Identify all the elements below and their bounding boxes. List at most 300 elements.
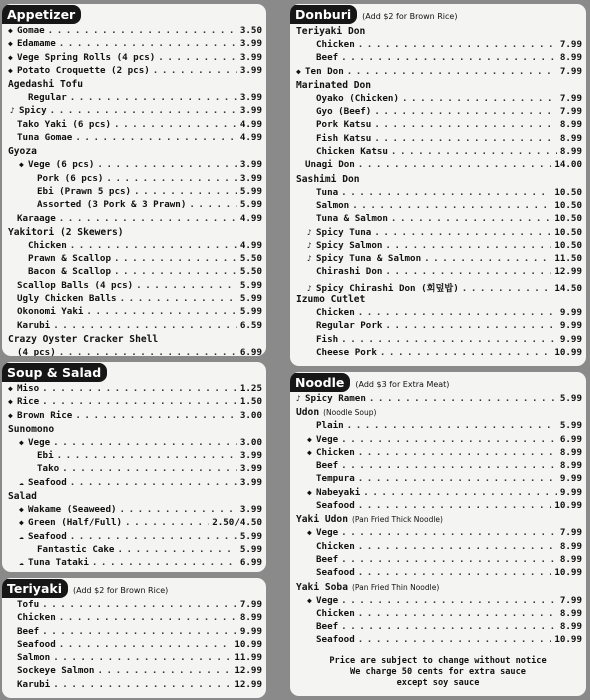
item-name: Chicken	[316, 446, 355, 458]
dot-leader	[134, 186, 237, 197]
dot-leader	[86, 306, 236, 317]
dot-leader	[374, 119, 557, 130]
item-price: 10.99	[554, 346, 582, 358]
item-name: Gomae	[17, 25, 45, 36]
item-price: 10.99	[554, 500, 582, 512]
teriyaki-header	[2, 578, 266, 598]
menu-group-heading	[296, 406, 582, 420]
menu-item	[296, 527, 582, 540]
menu-item	[8, 38, 262, 51]
item-name: Vege	[28, 436, 51, 448]
vegetarian-icon: ◆	[8, 384, 13, 393]
group-note: (Pan Fried Thick Noodle)	[351, 515, 443, 525]
menu-item	[8, 173, 262, 186]
teriyaki-list	[2, 598, 266, 692]
dot-leader	[363, 487, 557, 498]
dot-leader	[341, 52, 557, 63]
noodle-header	[290, 372, 586, 392]
menu-item	[8, 396, 262, 409]
item-price: 9.99	[559, 486, 582, 498]
menu-item	[8, 280, 262, 293]
menu-item	[8, 517, 262, 530]
menu-item	[8, 450, 262, 463]
appetizer-list	[2, 24, 266, 356]
menu-item	[8, 159, 262, 172]
item-price: 5.99	[559, 420, 582, 432]
dot-leader	[136, 280, 237, 291]
menu-item	[8, 320, 262, 333]
dot-leader	[374, 227, 551, 238]
menu-item	[8, 186, 262, 199]
item-name: Ebi	[37, 450, 54, 462]
item-price: 5.99	[559, 393, 582, 404]
item-name: Pork Katsu	[316, 119, 372, 131]
group-label: Agedashi Tofu	[8, 79, 84, 91]
dot-leader	[50, 105, 237, 116]
item-name: Tuna	[316, 186, 339, 198]
item-name: Cheese Pork	[316, 346, 377, 358]
dot-leader	[341, 595, 557, 606]
dot-leader	[120, 293, 237, 304]
item-name: Brown Rice	[17, 409, 73, 421]
menu-item	[8, 306, 262, 319]
menu-item	[8, 92, 262, 105]
menu-item	[296, 500, 582, 513]
soup-salad-list	[2, 382, 266, 571]
item-name: Unagi Don	[305, 159, 355, 171]
item-price: 3.99	[239, 450, 262, 462]
dot-leader	[158, 52, 237, 63]
item-name: Ugly Chicken Balls	[17, 293, 117, 305]
item-name: Potato Croquette (2 pcs)	[17, 64, 150, 76]
dot-leader	[358, 473, 557, 484]
dot-leader	[374, 133, 557, 144]
dot-leader	[53, 652, 231, 663]
item-price: 10.50	[554, 186, 582, 198]
item-price: 7.99	[559, 106, 582, 118]
item-price: 9.99	[239, 625, 262, 637]
item-price: 10.99	[554, 634, 582, 646]
menu-item	[8, 347, 262, 356]
dot-leader	[70, 477, 237, 488]
dot-leader	[358, 159, 552, 170]
menu-item	[8, 612, 262, 625]
item-price: 5.99	[239, 530, 262, 542]
price-notice-line: Price are subject to change without notice	[329, 655, 547, 666]
dot-leader	[59, 639, 232, 650]
item-name: Spicy Ramen	[305, 393, 366, 404]
menu-item	[8, 105, 262, 118]
teriyaki-panel	[2, 578, 266, 698]
item-name: Green (Half/Full)	[28, 517, 123, 529]
dot-leader	[358, 608, 557, 619]
menu-item	[296, 159, 582, 172]
noodle-panel	[290, 372, 586, 696]
menu-item	[8, 240, 262, 253]
item-name: Rice	[17, 396, 40, 408]
item-name: Okonomi Yaki	[17, 306, 84, 318]
item-price: 8.99	[559, 119, 582, 131]
menu-item	[8, 65, 262, 78]
menu-item	[296, 634, 582, 647]
menu-item	[296, 280, 582, 293]
dot-leader	[42, 599, 237, 610]
item-name: Gyo (Beef)	[316, 106, 372, 118]
vegetarian-icon: ◆	[19, 505, 24, 515]
item-price: 10.50	[554, 213, 582, 225]
item-name: Edamame	[17, 38, 56, 50]
noodle-list	[290, 392, 586, 648]
item-name: Oyako (Chicken)	[316, 92, 399, 104]
item-price: 5.99	[239, 199, 262, 211]
item-price: 9.99	[559, 320, 582, 332]
item-price: 8.99	[559, 446, 582, 458]
donburi-panel	[290, 4, 586, 366]
item-name: Bacon & Scallop	[28, 266, 111, 278]
dot-leader	[106, 173, 236, 184]
menu-item	[296, 334, 582, 347]
item-name: Chicken	[28, 239, 67, 251]
dot-leader	[352, 200, 551, 211]
spicy-icon: ♪	[307, 227, 312, 237]
item-price: 3.99	[239, 504, 262, 516]
group-label: Marinated Don	[296, 79, 372, 91]
item-price: 4.99	[239, 132, 262, 144]
menu-item	[296, 200, 582, 213]
menu-item	[8, 626, 262, 639]
dot-leader	[70, 531, 237, 542]
group-label: Salad	[8, 491, 37, 503]
menu-item	[296, 393, 582, 406]
menu-group-heading	[8, 490, 262, 504]
item-name: Regular Pork	[316, 320, 383, 332]
vegetarian-icon: ◆	[19, 518, 24, 528]
donburi-list	[290, 24, 586, 360]
dot-leader	[53, 437, 237, 448]
item-price: 5.99	[239, 279, 262, 291]
dot-leader	[341, 187, 551, 198]
dot-leader	[391, 146, 557, 157]
item-name: Beef	[316, 553, 339, 565]
item-price: 3.50	[239, 25, 262, 36]
dot-leader	[341, 554, 557, 565]
item-name: Fantastic Cake	[37, 543, 115, 555]
item-price: 11.50	[554, 253, 582, 265]
item-name: Prawn & Scallop	[28, 253, 111, 265]
item-price: 7.99	[559, 527, 582, 539]
item-price: 8.99	[559, 540, 582, 552]
menu-item	[8, 477, 262, 490]
item-name: Chirashi Don	[316, 266, 383, 278]
menu-item	[8, 253, 262, 266]
item-price: 5.50	[239, 266, 262, 278]
soup-salad-panel	[2, 362, 266, 572]
menu-group-heading	[8, 145, 262, 159]
menu-group-heading	[296, 173, 582, 187]
menu-group-heading	[296, 79, 582, 93]
item-price: 11.99	[234, 652, 262, 664]
dot-leader	[341, 621, 557, 632]
dot-leader	[57, 450, 237, 461]
menu-item	[296, 240, 582, 253]
item-name: Beef	[316, 52, 339, 64]
menu-item	[8, 463, 262, 476]
item-name: Assorted (3 Pork & 3 Prawn)	[37, 199, 187, 211]
item-name: Vege Spring Rolls (4 pcs)	[17, 51, 156, 63]
item-price: 5.99	[239, 306, 262, 318]
menu-item	[8, 383, 262, 396]
menu-item	[8, 679, 262, 692]
dot-leader	[347, 420, 557, 431]
dot-leader	[402, 93, 557, 104]
menu-item	[296, 541, 582, 554]
item-name: Seafood	[316, 567, 355, 579]
item-price: 7.99	[559, 65, 582, 77]
menu-group-heading	[296, 25, 582, 39]
item-price: 10.50	[554, 199, 582, 211]
dot-leader	[62, 463, 237, 474]
item-price: 6.99	[239, 346, 262, 356]
dot-leader	[75, 410, 237, 421]
dot-leader	[358, 447, 557, 458]
item-name: Salmon	[17, 652, 51, 664]
vegetarian-icon: ◆	[307, 595, 312, 605]
group-label: Teriyaki Don	[296, 26, 366, 37]
menu-item	[8, 665, 262, 678]
dot-leader	[117, 544, 236, 555]
item-name: Ten Don	[305, 65, 344, 77]
menu-group-heading	[296, 293, 582, 307]
item-name: Spicy Tuna & Salmon	[316, 253, 422, 265]
dot-leader	[341, 434, 557, 445]
dot-leader	[59, 38, 237, 49]
item-price: 3.99	[239, 463, 262, 475]
item-name: (4 pcs)	[17, 346, 56, 356]
raw-fish-icon: ☁	[19, 558, 24, 568]
menu-item	[8, 293, 262, 306]
menu-item	[296, 420, 582, 433]
item-name: Beef	[316, 460, 339, 472]
menu-item	[8, 639, 262, 652]
vegetarian-icon: ◆	[19, 437, 24, 447]
item-name: Beef	[316, 621, 339, 633]
dot-leader	[341, 527, 557, 538]
menu-group-heading	[8, 333, 262, 347]
item-name: Spicy Chirashi Don (회덮밥)	[316, 282, 459, 294]
dot-leader	[347, 66, 557, 77]
dot-leader	[380, 347, 551, 358]
item-price: 9.99	[559, 333, 582, 345]
menu-item	[8, 504, 262, 517]
item-price: 5.99	[239, 293, 262, 305]
menu-item	[8, 437, 262, 450]
menu-item	[8, 132, 262, 145]
dot-leader	[75, 132, 237, 143]
item-name: Ebi (Prawn 5 pcs)	[37, 185, 132, 197]
menu-item	[296, 266, 582, 279]
item-price: 8.99	[239, 612, 262, 624]
menu-item	[296, 213, 582, 226]
item-price: 2.50/4.50	[212, 517, 262, 529]
item-price: 7.99	[559, 594, 582, 606]
menu-item	[296, 119, 582, 132]
menu-item	[8, 410, 262, 423]
item-price: 8.99	[559, 460, 582, 472]
menu-item	[8, 544, 262, 557]
item-name: Chicken	[316, 607, 355, 619]
group-label: Yaki Soba	[296, 581, 348, 593]
item-price: 3.99	[239, 51, 262, 63]
dot-leader	[462, 283, 552, 294]
price-notice-line: We charge 50 cents for extra sauce	[350, 666, 526, 677]
item-price: 10.99	[234, 638, 262, 650]
menu-item	[296, 608, 582, 621]
menu-item	[296, 447, 582, 460]
menu-item	[296, 93, 582, 106]
item-name: Fish Katsu	[316, 132, 372, 144]
dot-leader	[358, 39, 557, 50]
item-price: 7.99	[559, 39, 582, 50]
item-name: Pork (6 pcs)	[37, 172, 104, 184]
price-notice-line: except soy sauce	[396, 677, 480, 688]
item-name: Chicken	[316, 307, 355, 319]
dot-leader	[391, 213, 551, 224]
dot-leader	[70, 240, 237, 251]
menu-item	[296, 434, 582, 447]
item-price: 9.99	[559, 307, 582, 319]
dot-leader	[358, 307, 557, 318]
menu-item	[296, 554, 582, 567]
menu-item	[8, 599, 262, 612]
spicy-icon: ♪	[307, 283, 312, 293]
menu-item	[8, 531, 262, 544]
menu-item	[296, 106, 582, 119]
item-name: Seafood	[17, 638, 56, 650]
dot-leader	[341, 460, 557, 471]
menu-item	[296, 52, 582, 65]
vegetarian-icon: ◆	[307, 528, 312, 538]
dot-leader	[385, 320, 556, 331]
vegetarian-icon: ◆	[307, 434, 312, 444]
dot-leader	[48, 25, 237, 36]
dot-leader	[70, 92, 237, 103]
item-name: Karaage	[17, 212, 56, 224]
item-name: Tuna Gomae	[17, 132, 73, 144]
item-price: 8.99	[559, 607, 582, 619]
vegetarian-icon: ◆	[307, 447, 312, 457]
item-name: Seafood	[316, 634, 355, 646]
item-name: Karubi	[17, 319, 51, 331]
item-price: 8.99	[559, 52, 582, 64]
item-name: Scallop Balls (4 pcs)	[17, 279, 134, 291]
item-name: Vege (6 pcs)	[28, 159, 95, 171]
menu-item	[296, 473, 582, 486]
dot-leader	[59, 347, 237, 356]
spicy-icon: ♪	[296, 394, 301, 403]
spicy-icon: ♪	[307, 240, 312, 250]
item-name: Karubi	[17, 678, 51, 690]
menu-item	[296, 307, 582, 320]
item-price: 6.99	[239, 557, 262, 569]
menu-item	[8, 557, 262, 570]
menu-item	[8, 119, 262, 132]
item-name: Fish	[316, 333, 339, 345]
menu-item	[8, 266, 262, 279]
item-name: Tako Yaki (6 pcs)	[17, 118, 112, 130]
vegetarian-icon: ◆	[8, 410, 13, 420]
soup-salad-header	[2, 362, 266, 382]
item-name: Regular	[28, 92, 67, 104]
menu-group-heading	[8, 423, 262, 437]
item-name: Beef	[17, 625, 40, 637]
item-name: Salmon	[316, 199, 350, 211]
menu-item	[8, 25, 262, 38]
item-name: Vege	[316, 594, 339, 606]
item-price: 4.99	[239, 118, 262, 130]
item-name: Chicken	[17, 612, 56, 624]
item-price: 12.99	[234, 665, 262, 677]
appetizer-header	[2, 4, 266, 24]
item-price: 4.99	[239, 239, 262, 251]
vegetarian-icon: ◆	[8, 52, 13, 62]
item-name: Tempura	[316, 473, 355, 485]
dot-leader	[97, 665, 231, 676]
item-name: Tuna Tataki	[28, 557, 89, 569]
vegetarian-icon: ◆	[19, 160, 24, 170]
group-label: Udon	[296, 407, 320, 419]
donburi-title: Donburi	[290, 5, 357, 24]
item-name: Nabeyaki	[316, 486, 361, 498]
vegetarian-icon: ◆	[8, 39, 13, 49]
dot-leader	[59, 612, 237, 623]
menu-item	[296, 621, 582, 634]
dot-leader	[358, 541, 557, 552]
spicy-icon: ♪	[307, 254, 312, 264]
item-price: 14.00	[554, 159, 582, 171]
item-name: Miso	[17, 383, 40, 394]
dot-leader	[374, 106, 557, 117]
item-price: 9.99	[559, 473, 582, 485]
vegetarian-icon: ◆	[307, 487, 312, 497]
item-price: 7.99	[559, 92, 582, 104]
price-notice	[290, 656, 586, 689]
donburi-header	[290, 4, 586, 24]
group-label: Gyoza	[8, 146, 37, 158]
item-price: 6.59	[239, 319, 262, 331]
item-name: Tuna & Salmon	[316, 213, 388, 225]
group-label: Sunomono	[8, 423, 55, 435]
menu-item	[296, 146, 582, 159]
menu-item	[296, 39, 582, 52]
raw-fish-icon: ☁	[19, 477, 24, 487]
dot-leader	[92, 557, 237, 568]
menu-item	[296, 595, 582, 608]
item-name: Plain	[316, 420, 344, 432]
menu-item	[296, 567, 582, 580]
group-note: (Noodle Soup)	[323, 408, 377, 418]
menu-item	[296, 253, 582, 266]
item-name: Spicy	[19, 105, 47, 117]
item-name: Vege	[316, 433, 339, 445]
dot-leader	[189, 199, 237, 210]
dot-leader	[42, 396, 237, 407]
item-price: 3.99	[239, 159, 262, 171]
item-price: 5.99	[239, 185, 262, 197]
group-label: Crazy Oyster Cracker Shell	[8, 333, 159, 345]
group-label: Sashimi Don	[296, 173, 360, 185]
item-price: 14.50	[554, 282, 582, 294]
menu-item	[296, 460, 582, 473]
